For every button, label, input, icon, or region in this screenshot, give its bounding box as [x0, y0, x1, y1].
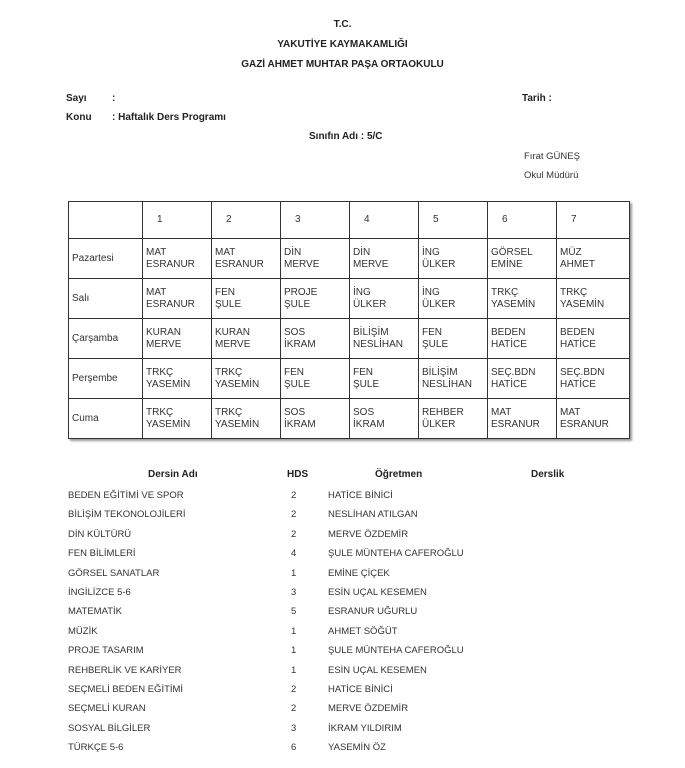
lesson-subject: FEN: [422, 326, 442, 338]
lesson-subject: PROJE: [284, 286, 318, 298]
lesson-cell: [143, 359, 212, 399]
course-teacher: EMİNE ÇİÇEK: [328, 567, 390, 579]
lesson-teacher: YASEMİN: [560, 298, 605, 310]
lesson-subject: DİN: [353, 246, 371, 258]
lesson-subject: TRKÇ: [491, 286, 519, 298]
course-row: [0, 723, 685, 737]
lesson-subject: İNG: [422, 286, 440, 298]
room-col-header: Derslik: [531, 469, 565, 480]
lesson-subject: TRKÇ: [146, 406, 174, 418]
lesson-subject: SEÇ.BDN: [560, 366, 605, 378]
lesson-cell: [488, 279, 557, 319]
header-district: YAKUTİYE KAYMAKAMLIĞI: [277, 39, 408, 50]
lesson-subject: SEÇ.BDN: [491, 366, 536, 378]
lesson-teacher: ŞULE: [353, 378, 380, 390]
course-hours: 2: [291, 509, 297, 521]
course-row: [0, 529, 685, 543]
course-row: [0, 665, 685, 679]
period-header: 4: [350, 202, 419, 239]
lesson-subject: BEDEN: [560, 326, 595, 338]
corner-cell: [69, 202, 143, 239]
lesson-subject: BEDEN: [491, 326, 526, 338]
course-course: İNGİLİZCE 5-6: [68, 587, 131, 598]
lesson-cell: [281, 279, 350, 319]
lesson-teacher: YASEMİN: [215, 378, 260, 390]
lesson-subject: GÖRSEL: [491, 246, 533, 258]
course-row: [0, 645, 685, 659]
lesson-subject: TRKÇ: [215, 366, 243, 378]
lesson-subject: FEN: [284, 366, 304, 378]
day-name: Çarşamba: [69, 319, 143, 359]
course-hours: 6: [291, 742, 297, 754]
course-teacher: AHMET SÖĞÜT: [328, 625, 398, 637]
class-name: Sınıfın Adı : 5/C: [309, 131, 383, 142]
course-course: GÖRSEL SANATLAR: [68, 567, 160, 579]
course-hours: 5: [291, 606, 297, 618]
day-name: Perşembe: [69, 359, 143, 399]
course-hours: 1: [291, 567, 297, 579]
lesson-subject: SOS: [284, 326, 306, 338]
lesson-subject: FEN: [353, 366, 373, 378]
course-hours: 3: [291, 587, 297, 598]
lesson-teacher: AHMET: [560, 258, 595, 270]
period-header: 7: [557, 202, 630, 239]
period-header: 6: [488, 202, 557, 239]
lesson-cell: [557, 359, 630, 399]
lesson-cell: [488, 319, 557, 359]
course-row: [0, 684, 685, 698]
course-teacher: HATİCE BİNİCİ: [328, 490, 393, 501]
lesson-cell: [419, 239, 488, 279]
course-course: PROJE TASARIM: [68, 645, 144, 657]
course-hours: 1: [291, 645, 297, 657]
period-header: 1: [143, 202, 212, 239]
lesson-teacher: ÜLKER: [422, 258, 456, 270]
course-hours: 2: [291, 703, 297, 715]
course-hours: 1: [291, 625, 297, 637]
course-course: MÜZİK: [68, 625, 98, 637]
course-row: [0, 742, 685, 756]
schedule-day-row: [69, 359, 630, 399]
lesson-teacher: MERVE: [146, 338, 182, 350]
lesson-subject: MAT: [146, 286, 167, 298]
lesson-subject: TRKÇ: [560, 286, 588, 298]
lesson-cell: [143, 239, 212, 279]
course-teacher: NESLİHAN ATILGAN: [328, 509, 418, 521]
course-teacher: İKRAM YILDIRIM: [328, 722, 402, 734]
principal-title: Okul Müdürü: [524, 170, 579, 181]
principal-name: Fırat GÜNEŞ: [524, 151, 580, 162]
sayi-label: Sayı: [66, 93, 87, 104]
course-teacher: ŞULE MÜNTEHA CAFEROĞLU: [328, 645, 464, 657]
course-teacher: HATİCE BİNİCİ: [328, 684, 393, 695]
lesson-teacher: MERVE: [284, 258, 320, 270]
lesson-subject: MAT: [215, 246, 236, 258]
konu-value: : Haftalık Ders Programı: [112, 112, 226, 123]
lesson-cell: [350, 319, 419, 359]
lesson-subject: BİLİŞİM: [353, 326, 389, 338]
tarih-label: Tarih :: [522, 93, 552, 104]
course-teacher: ESRANUR UĞURLU: [328, 606, 418, 618]
course-teacher: ESİN UÇAL KESEMEN: [328, 587, 427, 598]
course-row: [0, 703, 685, 717]
weekly-schedule-table: [68, 201, 630, 439]
lesson-teacher: ESRANUR: [146, 258, 195, 270]
lesson-teacher: ŞULE: [215, 298, 242, 310]
lesson-cell: [143, 399, 212, 439]
course-course: FEN BİLİMLERİ: [68, 548, 136, 560]
day-name: Pazartesi: [69, 239, 143, 279]
period-header: 5: [419, 202, 488, 239]
lesson-subject: MAT: [146, 246, 167, 258]
lesson-teacher: YASEMİN: [491, 298, 536, 310]
lesson-cell: [143, 319, 212, 359]
lesson-teacher: ÜLKER: [422, 298, 456, 310]
lesson-cell: [557, 239, 630, 279]
schedule-header-row: [69, 202, 630, 239]
header-tc: T.C.: [333, 19, 352, 30]
lesson-subject: KURAN: [146, 326, 182, 338]
lesson-teacher: ŞULE: [284, 298, 311, 310]
lesson-teacher: YASEMİN: [215, 418, 260, 430]
lesson-teacher: NESLİHAN: [353, 338, 404, 350]
course-hours: 2: [291, 684, 297, 695]
lesson-teacher: ESRANUR: [560, 418, 609, 430]
lesson-cell: [212, 239, 281, 279]
lesson-cell: [488, 359, 557, 399]
course-course: MATEMATİK: [68, 606, 123, 618]
course-hours: 2: [291, 490, 297, 501]
course-teacher: ŞULE MÜNTEHA CAFEROĞLU: [328, 548, 464, 560]
course-row: [0, 568, 685, 582]
lesson-cell: [488, 239, 557, 279]
course-course: TÜRKÇE 5-6: [68, 742, 124, 754]
lesson-subject: REHBER: [422, 406, 464, 418]
period-header: 2: [212, 202, 281, 239]
teacher-col-header: Öğretmen: [375, 469, 423, 480]
lesson-teacher: ESRANUR: [215, 258, 264, 270]
lesson-cell: [419, 279, 488, 319]
hours-col-header: HDS: [287, 469, 309, 480]
course-hours: 2: [291, 528, 297, 540]
lesson-subject: SOS: [284, 406, 306, 418]
lesson-cell: [557, 279, 630, 319]
lesson-teacher: HATİCE: [491, 378, 527, 390]
period-header: 3: [281, 202, 350, 239]
schedule-day-row: [69, 319, 630, 359]
course-course: DİN KÜLTÜRÜ: [68, 528, 132, 540]
lesson-teacher: HATİCE: [560, 338, 596, 350]
course-teacher: MERVE ÖZDEMİR: [328, 528, 409, 540]
lesson-cell: [488, 399, 557, 439]
schedule-day-row: [69, 239, 630, 279]
lesson-cell: [350, 279, 419, 319]
lesson-subject: KURAN: [215, 326, 251, 338]
lesson-subject: FEN: [215, 286, 235, 298]
lesson-teacher: ŞULE: [422, 338, 449, 350]
lesson-teacher: HATİCE: [560, 378, 596, 390]
lesson-teacher: YASEMİN: [146, 378, 191, 390]
lesson-teacher: EMİNE: [491, 258, 523, 270]
lesson-teacher: ESRANUR: [146, 298, 195, 310]
lesson-subject: DİN: [284, 246, 302, 258]
lesson-cell: [281, 359, 350, 399]
lesson-teacher: İKRAM: [284, 418, 316, 430]
lesson-subject: İNG: [353, 286, 371, 298]
course-row: [0, 587, 685, 601]
course-course: REHBERLİK VE KARİYER: [68, 664, 182, 676]
lesson-teacher: MERVE: [215, 338, 251, 350]
lesson-cell: [212, 359, 281, 399]
lesson-subject: MAT: [560, 406, 581, 418]
course-row: [0, 490, 685, 504]
lesson-cell: [212, 319, 281, 359]
lesson-subject: MAT: [491, 406, 512, 418]
course-course: BEDEN EĞİTİMİ VE SPOR: [68, 490, 184, 501]
lesson-teacher: ŞULE: [284, 378, 311, 390]
course-teacher: ESİN UÇAL KESEMEN: [328, 664, 427, 676]
lesson-cell: [350, 239, 419, 279]
lesson-cell: [281, 239, 350, 279]
lesson-cell: [419, 319, 488, 359]
lesson-cell: [419, 359, 488, 399]
lesson-cell: [212, 279, 281, 319]
lesson-subject: İNG: [422, 246, 440, 258]
lesson-cell: [557, 319, 630, 359]
lesson-teacher: HATİCE: [491, 338, 527, 350]
lesson-teacher: MERVE: [353, 258, 389, 270]
course-teacher: YASEMİN ÖZ: [328, 742, 386, 754]
schedule-day-row: [69, 279, 630, 319]
konu-label: Konu: [66, 112, 92, 123]
day-name: Cuma: [69, 399, 143, 439]
lesson-cell: [143, 279, 212, 319]
course-row: [0, 548, 685, 562]
lesson-subject: SOS: [353, 406, 375, 418]
course-course: SOSYAL BİLGİLER: [68, 722, 151, 734]
course-row: [0, 606, 685, 620]
course-hours: 4: [291, 548, 297, 560]
lesson-teacher: NESLİHAN: [422, 378, 473, 390]
lesson-cell: [350, 399, 419, 439]
course-course: BİLİŞİM TEKONOLOJİLERİ: [68, 509, 186, 521]
course-row: [0, 509, 685, 523]
course-hours: 3: [291, 722, 297, 734]
course-row: [0, 626, 685, 640]
lesson-cell: [419, 399, 488, 439]
lesson-cell: [212, 399, 281, 439]
lesson-teacher: ESRANUR: [491, 418, 540, 430]
lesson-teacher: İKRAM: [353, 418, 385, 430]
schedule-day-row: [69, 399, 630, 439]
course-teacher: MERVE ÖZDEMİR: [328, 703, 409, 715]
day-name: Salı: [69, 279, 143, 319]
lesson-subject: TRKÇ: [215, 406, 243, 418]
lesson-subject: MÜZ: [560, 246, 582, 258]
lesson-teacher: ÜLKER: [353, 298, 387, 310]
lesson-teacher: YASEMİN: [146, 418, 191, 430]
course-course: SEÇMELİ KURAN: [68, 703, 146, 715]
course-course: SEÇMELİ BEDEN EĞİTİMİ: [68, 684, 184, 695]
lesson-cell: [281, 399, 350, 439]
lesson-cell: [557, 399, 630, 439]
sayi-value: :: [112, 93, 116, 104]
lesson-cell: [350, 359, 419, 399]
lesson-subject: TRKÇ: [146, 366, 174, 378]
course-hours: 1: [291, 664, 297, 676]
course-col-header: Dersin Adı: [148, 469, 198, 480]
lesson-teacher: ÜLKER: [422, 418, 456, 430]
lesson-cell: [281, 319, 350, 359]
lesson-subject: BİLİŞİM: [422, 366, 458, 378]
lesson-teacher: İKRAM: [284, 338, 316, 350]
header-school: GAZİ AHMET MUHTAR PAŞA ORTAOKULU: [241, 59, 444, 70]
